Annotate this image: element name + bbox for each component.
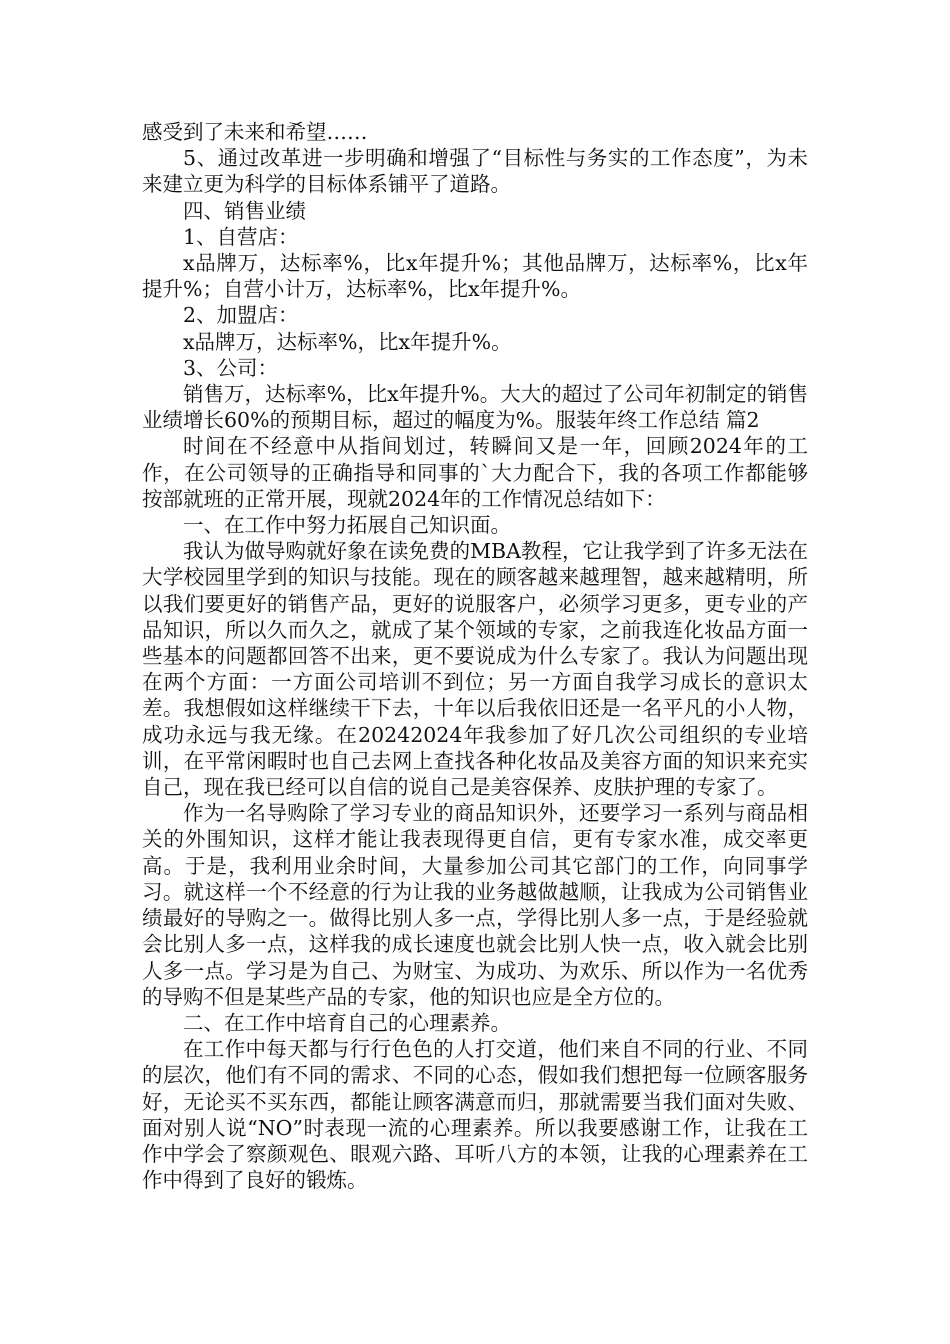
subheading-company: 3、公司：: [183, 355, 279, 380]
paragraph-knowledge: 我认为做导购就好象在读免费的MBA教程，它让我学到了许多无法在大学校园里学到的知识与技能。现在的顾客越来越理智，越来越精明，所以我们要更好的销售产品，更好的说服客户，必须学习更多，更专业的产品知识，所以久而久之，就成了某个领域的专家，之前我连化妆品方面一些基本的问题都回答不出来，更不要说成为什么专家了。我认为问题出现在两个方面：一方面公司培训不到位；另一方面自我学习成长的意识太差。我想假如这样继续干下去，十年以后我依旧还是一名平凡的小人物，成功永远与我无缘。在20242024年我参加了好几次公司组织的专业培训，在平常闲暇时也自己去网上查找各种化妆品及美容方面的知识来充实自己，现在我已经可以自信的说自己是美容保养、皮肤护理的专家了。: [142, 539, 808, 800]
subheading-own-stores: 1、自营店：: [183, 224, 299, 249]
section-heading-knowledge: 一、在工作中努力拓展自己知识面。: [183, 513, 511, 538]
paragraph-franchise: x品牌万，达标率%，比x年提升%。: [183, 329, 512, 354]
paragraph-peripheral-knowledge: 作为一名导购除了学习专业的商品知识外，还要学习一系列与商品相关的外围知识，这样才能让我表现得更自信，更有专家水准，成交率更高。于是，我利用业余时间，大量参加公司其它部门的工作，向同事学习。就这样一个不经意的行为让我的业务越做越顺，让我成为公司销售业绩最好的导购之一。做得比别人多一点，学得比别人多一点，于是经验就会比别人多一点，这样我的成长速度也就会比别人快一点，收入就会比别人多一点。学习是为自己、为财宝、为成功、为欢乐、所以作为一名优秀的导购不但是某些产品的专家，他的知识也应是全方位的。: [142, 801, 808, 1009]
section-heading-psychology: 二、在工作中培育自己的心理素养。: [183, 1010, 511, 1035]
section-heading-sales: 四、销售业绩: [183, 198, 306, 223]
paragraph-continuation: 感受到了未来和希望……: [142, 120, 368, 144]
paragraph-company: 销售万，达标率%，比x年提升%。大大的超过了公司年初制定的销售业绩增长60%的预期目标，超过的幅度为%。服装年终工作总结 篇2: [142, 382, 808, 433]
paragraph-psychology: 在工作中每天都与行行色色的人打交道，他们来自不同的行业、不同的层次，他们有不同的需求、不同的心态，假如我们想把每一位顾客服务好，无论买不买东西，都能让顾客满意而归，那就需要当我们面对失败、面对别人说“NO”时表现一流的心理素养。所以我要感谢工作，让我在工作中学会了察颜观色、眼观六路、耳听八方的本领，让我的心理素养在工作中得到了良好的锻炼。: [142, 1037, 808, 1193]
paragraph-item-5: 5、通过改革进一步明确和增强了“目标性与务实的工作态度”，为未来建立更为科学的目标体系铺平了道路。: [142, 146, 808, 197]
paragraph-intro: 时间在不经意中从指间划过，转瞬间又是一年，回顾2024年的工作，在公司领导的正确指导和同事的`大力配合下，我的各项工作都能够按部就班的正常开展，现就2024年的工作情况总结如下：: [142, 434, 808, 511]
subheading-franchise: 2、加盟店：: [183, 303, 299, 328]
document-page: [142, 119, 808, 1193]
paragraph-own-stores: x品牌万，达标率%，比x年提升%；其他品牌万，达标率%，比x年提升%；自营小计万，达标率%，比x年提升%。: [142, 251, 808, 302]
